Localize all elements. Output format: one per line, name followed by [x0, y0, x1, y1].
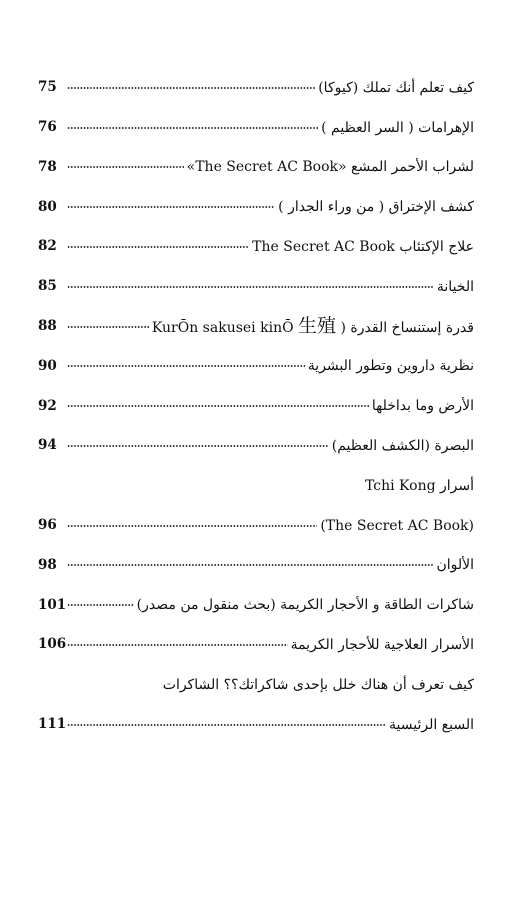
toc-entry-title: الألوان [436, 557, 474, 574]
toc-entry [38, 148, 474, 188]
dot-leader [67, 244, 249, 250]
toc-entry [38, 546, 474, 586]
dot-leader [67, 125, 318, 131]
toc-entry [38, 585, 474, 625]
toc-entry-page: 76 [38, 118, 57, 135]
toc-entry-title-latin: KurŌn sakusei kinŌ [151, 320, 294, 337]
toc-entry [38, 506, 474, 546]
toc-entry-page: 80 [38, 198, 57, 215]
toc-entry-page: 106 [38, 636, 67, 653]
toc-entry-title: الأرض وما بداخلها [371, 398, 474, 415]
toc-entry-page: 92 [38, 397, 57, 414]
toc-entry [38, 426, 474, 466]
toc-entry [38, 625, 474, 665]
toc-entry-page: 75 [38, 79, 57, 96]
toc-entry-title [152, 317, 474, 336]
toc-entry [38, 187, 474, 227]
toc-entry-title: شاكرات الطاقة و الأحجار الكريمة (بحث منقول من مصدر) [136, 597, 474, 614]
toc-entry-page: 82 [38, 238, 57, 255]
dot-leader [67, 562, 433, 568]
toc-entry-title: (The Secret AC Book) [320, 517, 474, 534]
toc-entry-title: لشراب الأحمر المشع «The Secret AC Book» [186, 159, 474, 176]
toc-entry-title: كشف الإختراق ( من وراء الجدار ) [278, 199, 474, 216]
toc-entry-title: أسرار Tchi Kong [365, 477, 474, 494]
toc-entry-page: 88 [38, 317, 57, 334]
dot-leader [67, 363, 305, 369]
toc-entry-page: 85 [38, 278, 57, 295]
toc-entry [38, 108, 474, 148]
dot-leader [67, 85, 315, 91]
toc-entry-title: الإهرامات ( السر العظيم ) [321, 119, 474, 136]
toc-entry-page: 98 [38, 556, 57, 573]
table-of-contents [38, 68, 474, 745]
toc-entry-title: الخيانة [436, 278, 474, 295]
dot-leader [67, 164, 184, 170]
toc-entry-title-kanji: 生殖 [298, 315, 337, 338]
toc-entry [38, 68, 474, 108]
toc-entry [38, 347, 474, 387]
dot-leader [67, 602, 134, 608]
toc-entry-title: الأسرار العلاجية للأحجار الكريمة [290, 637, 474, 654]
toc-entry [38, 227, 474, 267]
dot-leader [67, 722, 386, 728]
toc-entry [38, 665, 474, 705]
toc-entry [38, 386, 474, 426]
toc-entry-page: 94 [38, 437, 57, 454]
toc-entry-page: 78 [38, 158, 57, 175]
toc-entry-title: السبع الرئيسية [389, 716, 474, 733]
toc-entry-title: كيف تعرف أن هناك خلل بإحدى شاكراتك؟؟ الشاكرات [162, 676, 474, 693]
dot-leader [67, 403, 369, 409]
dot-leader [67, 523, 317, 529]
dot-leader [67, 642, 288, 648]
toc-entry-title: نظرية داروين وتطور البشرية [307, 358, 474, 375]
toc-entry-title: البصرة (الكشف العظيم) [331, 438, 474, 455]
toc-entry-title: كيف تعلم أنك تملك (كيوكا) [318, 79, 474, 96]
toc-entry-title: علاج الإكتئاب The Secret AC Book [252, 239, 474, 256]
toc-entry-page: 111 [38, 715, 67, 732]
toc-entry [38, 267, 474, 307]
toc-entry [38, 307, 474, 347]
dot-leader [67, 284, 434, 290]
toc-entry-page: 90 [38, 357, 57, 374]
toc-entry-page: 96 [38, 516, 57, 533]
toc-entry [38, 466, 474, 506]
toc-entry [38, 705, 474, 745]
toc-entry-page: 101 [38, 596, 67, 613]
dot-leader [67, 204, 275, 210]
dot-leader [67, 324, 149, 330]
dot-leader [67, 443, 329, 449]
toc-entry-title-arabic: قدرة إستنساخ القدرة ( [340, 320, 474, 337]
